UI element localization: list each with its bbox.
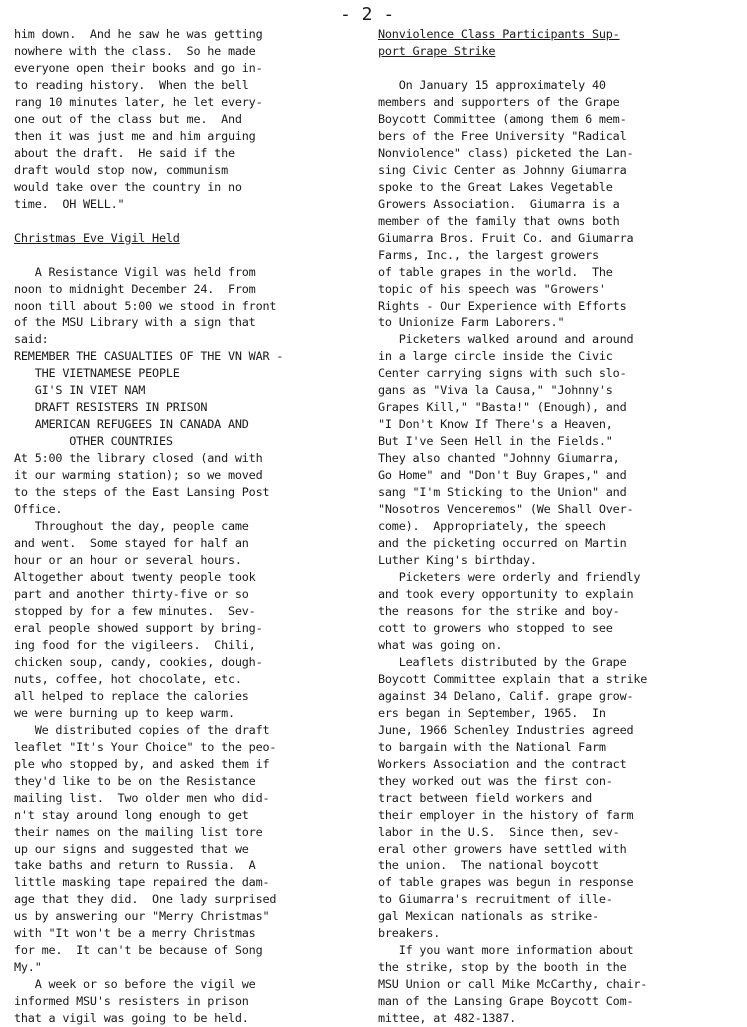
article-text-line: Rights - Our Experience with Efforts — [378, 298, 627, 313]
article-text-line: in a large circle inside the Civic — [378, 349, 613, 364]
article-text-line: A week or so before the vigil we — [14, 977, 256, 992]
article-text-line: ers began in September, 1965. In — [378, 705, 606, 720]
article-text-line: man of the Lansing Grape Boycott Com- — [378, 994, 634, 1009]
article-text-line: GI'S IN VIET NAM — [14, 383, 146, 398]
article-text-line: to Unionize Farm Laborers." — [378, 315, 565, 330]
article-text-line: little masking tape repaired the dam- — [14, 875, 270, 890]
article-text-line: REMEMBER THE CASUALTIES OF THE VN WAR - — [14, 349, 284, 364]
article-text-line: But I've Seen Hell in the Fields." — [378, 434, 613, 449]
article-text-line: us by answering our "Merry Christmas" — [14, 909, 270, 924]
article-text-line: On January 15 approximately 40 — [378, 77, 606, 92]
article-text-line: Luther King's birthday. — [378, 553, 537, 568]
article-text-line: then it was just me and him arguing — [14, 128, 256, 143]
article-text-line: leaflet "It's Your Choice" to the peo- — [14, 739, 277, 754]
article-text-line: cott to growers who stopped to see — [378, 620, 613, 635]
article-text-line: take baths and return to Russia. A — [14, 858, 256, 873]
article-text-line: stopped by for a few minutes. Sev- — [14, 603, 256, 618]
article-text-line: breakers. — [378, 926, 441, 941]
article-text-line: their names on the mailing list tore — [14, 824, 263, 839]
article-text-line: to Giumarra's recruitment of ille- — [378, 892, 613, 907]
paragraph-spacer — [14, 213, 359, 230]
article-text-line: what was going on. — [378, 637, 503, 652]
article-text-line: Center carrying signs with such slo- — [378, 366, 627, 381]
article-text-line: chicken soup, candy, cookies, dough- — [14, 654, 263, 669]
article-text-line: Grapes Kill," "Basta!" (Enough), and — [378, 400, 627, 415]
article-text-line: noon to midnight December 24. From — [14, 281, 256, 296]
article-text-line: Giumarra Bros. Fruit Co. and Giumarra — [378, 230, 634, 245]
article-text-line: ple who stopped by, and asked them if — [14, 756, 270, 771]
article-text-line: and the picketing occurred on Martin — [378, 536, 627, 551]
article-text-line: Office. — [14, 502, 63, 517]
article-text-line: mailing list. Two older men who did- — [14, 790, 270, 805]
article-text-line: Picketers walked around and around — [378, 332, 634, 347]
article-text-line: part and another thirty-five or so — [14, 586, 249, 601]
article-text-line: him down. And he saw he was getting — [14, 27, 263, 41]
article-text-line: MSU Union or call Mike McCarthy, chair- — [378, 977, 648, 992]
article-text-line: Picketers were orderly and friendly — [378, 570, 641, 584]
article-text-line: everyone open their books and go in- — [14, 60, 263, 75]
article-text-line: informed MSU's resisters in prison — [14, 994, 249, 1009]
article-text-line: At 5:00 the library closed (and with — [14, 451, 263, 466]
article-text-line: topic of his speech was "Growers' — [378, 281, 606, 296]
article-text-line: "I Don't Know If There's a Heaven, — [378, 417, 613, 432]
article-text-line: the strike, stop by the booth in the — [378, 960, 627, 975]
article-text-line: the reasons for the strike and boy- — [378, 603, 620, 618]
vigil-article-heading: Christmas Eve Vigil Held — [14, 230, 180, 245]
article-text-line: come). Appropriately, the speech — [378, 519, 606, 534]
article-text-line: spoke to the Great Lakes Vegetable — [378, 179, 613, 194]
grape-strike-article-heading: Nonviolence Class Participants Sup- — [378, 27, 620, 41]
article-text-line: Throughout the day, people came — [14, 519, 249, 534]
article-text-line: sang "I'm Sticking to the Union" and — [378, 485, 627, 500]
article-text-line: Boycott Committee explain that a strike — [378, 671, 648, 686]
article-text-line: we were burning up to keep warm. — [14, 705, 235, 720]
article-text-line: THE VIETNAMESE PEOPLE — [14, 366, 180, 381]
article-text-line: rang 10 minutes later, he let every- — [14, 94, 263, 109]
article-text-line: n't stay around long enough to get — [14, 807, 249, 822]
article-text-line: about the draft. He said if the — [14, 145, 235, 160]
article-text-line: Nonviolence" class) picketed the Lan- — [378, 145, 634, 160]
article-text-line: to the steps of the East Lansing Post — [14, 485, 270, 500]
article-text-line: A Resistance Vigil was held from — [14, 264, 256, 279]
article-text-line: AMERICAN REFUGEES IN CANADA AND — [14, 417, 249, 432]
article-text-line: and took every opportunity to explain — [378, 586, 634, 601]
page-number: - 2 - — [340, 4, 395, 25]
article-text-line: Leaflets distributed by the Grape — [378, 654, 627, 669]
article-text-line: would take over the country in no — [14, 179, 242, 194]
article-text-line: with "It won't be a merry Christmas — [14, 926, 256, 941]
article-text-line: Go Home" and "Don't Buy Grapes," and — [378, 468, 627, 483]
article-text-line: hour or an hour or several hours. — [14, 553, 242, 568]
article-text-line: all helped to replace the calories — [14, 688, 249, 703]
article-text-line: nowhere with the class. So he made — [14, 43, 256, 58]
article-text-line: Farms, Inc., the largest growers — [378, 247, 599, 262]
article-text-line: draft would stop now, communism — [14, 162, 228, 177]
article-text-line: eral people showed support by bring- — [14, 620, 263, 635]
article-text-line: If you want more information about — [378, 943, 634, 958]
article-text-line: Altogether about twenty people took — [14, 570, 256, 584]
article-text-line: the union. The national boycott — [378, 858, 599, 873]
article-text-line: Growers Association. Giumarra is a — [378, 196, 620, 211]
paragraph-spacer — [378, 60, 738, 77]
article-text-line: for me. It can't be because of Song — [14, 943, 263, 958]
article-text-line: to reading history. When the bell — [14, 77, 249, 92]
article-text-line: tract between field workers and — [378, 790, 592, 805]
article-text-line: We distributed copies of the draft — [14, 722, 270, 737]
article-text-line: noon till about 5:00 we stood in front — [14, 298, 277, 313]
article-text-line: My." — [14, 960, 42, 975]
article-text-line: of the MSU Library with a sign that — [14, 315, 256, 330]
article-text-line: "Nosotros Venceremos" (We Shall Over- — [378, 502, 634, 517]
article-text-line: of table grapes in the world. The — [378, 264, 613, 279]
left-column — [14, 26, 359, 1027]
article-text-line: members and supporters of the Grape — [378, 94, 620, 109]
article-text-line: bers of the Free University "Radical — [378, 128, 627, 143]
article-text-line: OTHER COUNTRIES — [14, 434, 173, 449]
article-text-line: member of the family that owns both — [378, 213, 620, 228]
article-text-line: DRAFT RESISTERS IN PRISON — [14, 400, 208, 415]
article-text-line: their employer in the history of farm — [378, 807, 634, 822]
article-text-line: mittee, at 482-1387. — [378, 1011, 517, 1026]
article-text-line: Boycott Committee (among them 6 mem- — [378, 111, 627, 126]
article-text-line: gal Mexican nationals as strike- — [378, 909, 599, 924]
article-text-line: gans as "Viva la Causa," "Johnny's — [378, 383, 613, 398]
article-text-line: it our warming station); so we moved — [14, 468, 263, 483]
article-text-line: to bargain with the National Farm — [378, 739, 606, 754]
article-text-line: up our signs and suggested that we — [14, 841, 249, 856]
article-text-line: nuts, coffee, hot chocolate, etc. — [14, 671, 242, 686]
paragraph-spacer — [14, 247, 359, 264]
grape-strike-article-heading: port Grape Strike — [378, 43, 496, 58]
article-text-line: and went. Some stayed for half an — [14, 536, 249, 551]
article-text-line: June, 1966 Schenley Industries agreed — [378, 722, 634, 737]
article-text-line: They also chanted "Johnny Giumarra, — [378, 451, 620, 466]
article-text-line: labor in the U.S. Since then, sev- — [378, 824, 620, 839]
article-text-line: sing Civic Center as Johnny Giumarra — [378, 162, 627, 177]
right-column — [378, 26, 738, 1027]
article-text-line: said: — [14, 332, 49, 347]
article-text-line: of table grapes was begun in response — [378, 875, 634, 890]
article-text-line: one out of the class but me. And — [14, 111, 242, 126]
article-text-line: time. OH WELL." — [14, 196, 125, 211]
article-text-line: Workers Association and the contract — [378, 756, 627, 771]
article-text-line: that a vigil was going to be held. — [14, 1011, 249, 1026]
article-text-line: eral other growers have settled with — [378, 841, 627, 856]
article-text-line: against 34 Delano, Calif. grape grow- — [378, 688, 634, 703]
article-text-line: age that they did. One lady surprised — [14, 892, 277, 907]
article-text-line: they'd like to be on the Resistance — [14, 773, 256, 788]
article-text-line: ing food for the vigileers. Chili, — [14, 637, 256, 652]
article-text-line: they worked out was the first con- — [378, 773, 613, 788]
